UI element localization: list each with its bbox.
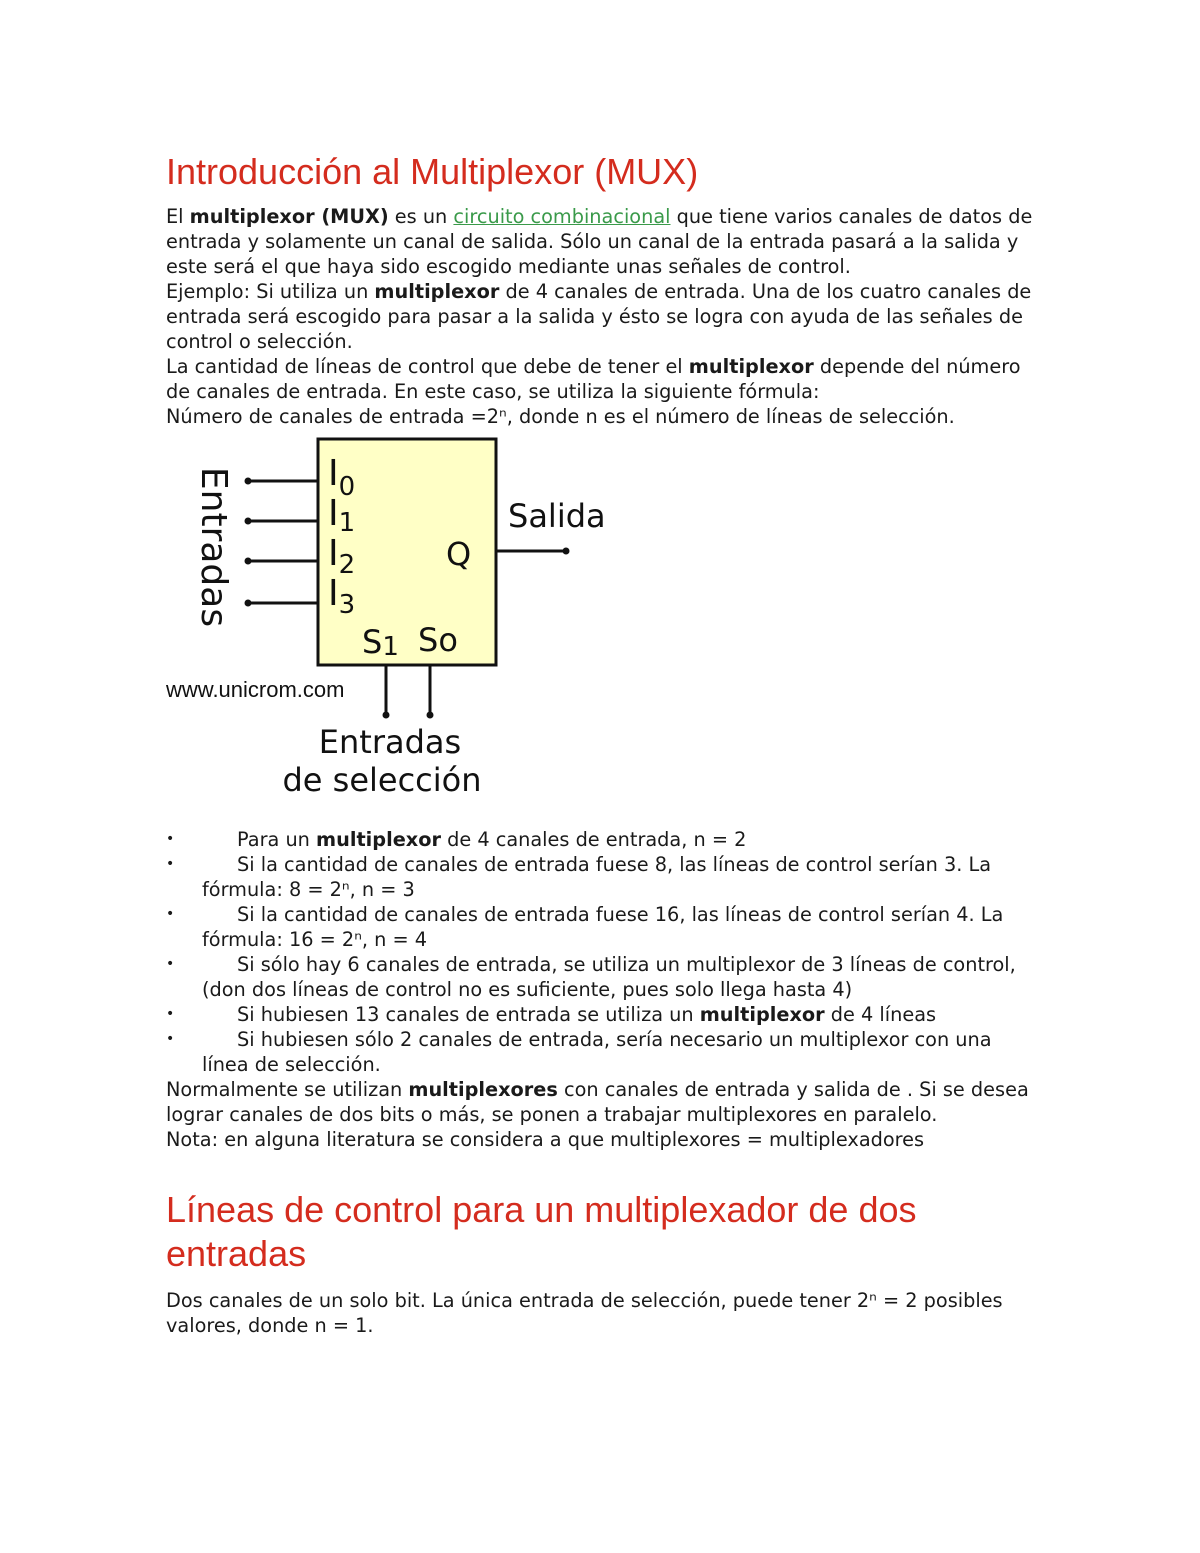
multiplexor-diagram bbox=[166, 435, 646, 807]
paragraph-formula: Número de canales de entrada =2ⁿ, donde n es el número de líneas de selección. bbox=[166, 405, 955, 428]
circuito-combinacional-link[interactable]: circuito combinacional bbox=[453, 205, 671, 228]
document-page bbox=[166, 150, 1036, 1338]
select-lines bbox=[386, 665, 430, 713]
list-item: • Si hubiesen sólo 2 canales de entrada, sería necesario un multiplexor con una línea de selección. bbox=[166, 1028, 992, 1076]
select-pin-label-s0: So bbox=[418, 621, 458, 659]
diagram-inputs-label: Entradas bbox=[193, 466, 234, 628]
paragraph-control-lines: La cantidad de líneas de control que debe de tener el multiplexor depende del número de canales de entrada. En este caso, se utiliza la siguiente fórmula: bbox=[166, 355, 1021, 403]
paragraph-note: Nota: en alguna literatura se considera a que multiplexores = multiplexadores bbox=[166, 1128, 925, 1151]
list-item: • Si la cantidad de canales de entrada fuese 16, las líneas de control serían 4. La fórmula: 16 = 2ⁿ, n = 4 bbox=[166, 903, 1004, 951]
website-label: www.unicrom.com bbox=[166, 677, 345, 702]
paragraph-two-inputs: Dos canales de un solo bit. La única entrada de selección, puede tener 2ⁿ = 2 posibles valores, donde n = 1. bbox=[166, 1289, 1003, 1337]
list-item: • Para un multiplexor de 4 canales de entrada, n = 2 bbox=[166, 828, 747, 851]
list-item: • Si hubiesen 13 canales de entrada se utiliza un multiplexor de 4 líneas bbox=[166, 1003, 937, 1026]
list-item: • Si la cantidad de canales de entrada fuese 8, las líneas de control serían 3. La fórmula: 8 = 2ⁿ, n = 3 bbox=[166, 853, 992, 901]
select-pin-label-s1: S1 bbox=[362, 623, 399, 662]
pin-label-i2: $I_2$ bbox=[328, 533, 356, 580]
input-dots bbox=[245, 478, 252, 607]
pin-label-i1: I1 bbox=[328, 493, 356, 538]
bullet-list bbox=[166, 827, 1036, 1077]
section-heading-intro: Introducción al Multiplexor (MUX) bbox=[166, 151, 699, 192]
bullet-icon: • bbox=[166, 956, 175, 972]
term-bold: multiplexor bbox=[316, 828, 441, 851]
paragraph-definition: El multiplexor (MUX) es un circuito combinacional que tiene varios canales de datos de entrada y solamente un canal de salida. Sólo un canal de la entrada pasará a la salida y este será el que haya sido escogido mediante unas señales de control. bbox=[166, 205, 1033, 278]
term-bold: multiplexor bbox=[699, 1003, 825, 1026]
paragraph-multiplexores: Normalmente se utilizan multiplexores con canales de entrada y salida de . Si se desea lograr canales de dos bits o más, se ponen a trabajar multiplexores en paralelo. bbox=[166, 1078, 1029, 1126]
output-label: Salida bbox=[508, 497, 606, 535]
bullet-icon: • bbox=[166, 856, 175, 872]
select-label-line1: Entradas bbox=[318, 723, 462, 761]
term-bold: multiplexor bbox=[688, 355, 814, 378]
bullet-icon: • bbox=[166, 1006, 175, 1022]
pin-label-i3: $I_3$ bbox=[328, 573, 356, 620]
term-bold: multiplexor (MUX) bbox=[189, 205, 389, 228]
list-item: • Si sólo hay 6 canales de entrada, se utiliza un multiplexor de 3 líneas de control, (don dos líneas de control no es suficiente, pues solo llega hasta 4) bbox=[166, 953, 1016, 1001]
select-label-line2: de selección bbox=[282, 761, 482, 799]
output-pin-label: Q bbox=[446, 535, 472, 573]
bullet-icon: • bbox=[166, 831, 175, 847]
section-heading-control-lines: Líneas de control para un multiplexador de dos entradas bbox=[166, 1189, 917, 1274]
pin-label-i0: $I_0$ bbox=[328, 453, 356, 502]
bullet-icon: • bbox=[166, 1031, 175, 1047]
input-lines bbox=[248, 481, 318, 603]
paragraph-example: Ejemplo: Si utiliza un multiplexor de 4 canales de entrada. Una de los cuatro canales de entrada será escogido para pasar a la salida y ésto se logra con ayuda de las señales de control o selección. bbox=[166, 280, 1032, 353]
bullet-icon: • bbox=[166, 906, 175, 922]
term-bold: multiplexores bbox=[408, 1078, 558, 1101]
term-bold: multiplexor bbox=[374, 280, 500, 303]
